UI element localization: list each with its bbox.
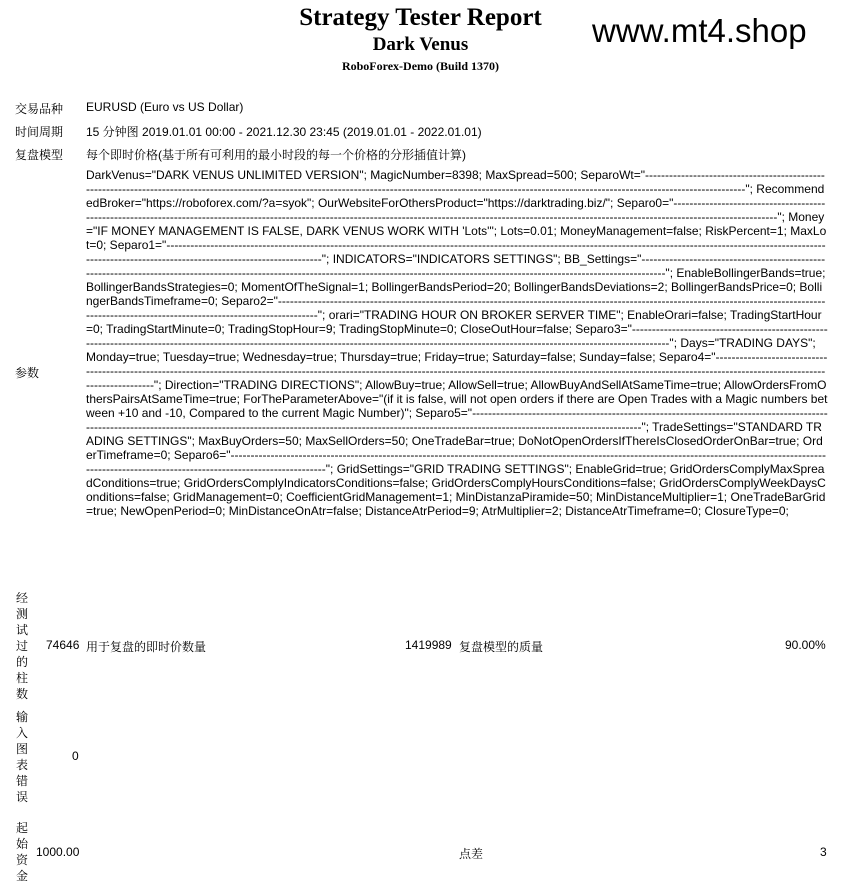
errors-label: 输入图表错误 [15, 710, 28, 804]
bars-label: 经测试过的柱数 [15, 591, 28, 701]
params-value: DarkVenus="DARK VENUS UNLIMITED VERSION"; MagicNumber=8398; MaxSpread=500; SeparoWt="------------------------------------------------------------------------------------------------------------------------------------------------------------------------------------------------------------------"; RecommendedBroker="https://roboforex.com/?a=syok"; OurWebsiteForOthersProduct="https://darktrading.biz/"; Separo0="-------------------------------------------------------------------------------------------------------------------------------------------------------------------------------------------------------------------"; Money="IF MONEY MANAGEMENT IS FALSE, DARK VENUS WORK WITH 'Lots'"; Lots=0.01; MoneyManagement=false; RiskPercent=1; MaxLot=0; Separo1="--------------------------------------------------------------------------------------------------------------------------------------------------------------------------------------------------------------------------------"; INDICATORS="INDICATORS SETTINGS"; BB_Settings="-----------------------------------------------------------------------------------------------------------------------------------------------------------------------------------------------"; EnableBollingerBands=true; BollingerBandsStrategies=0; MomentOfTheSignal=1; BollingerBandsPeriod=20; BollingerBandsDeviations=2; BollingerBandsPrice=0; BollingerBandsTimeframe=0; Separo2="---------------------------------------------------------------------------------------------------------------------------------------------------------------------------------------------------"; orari="TRADING HOUR ON BROKER SERVER TIME"; EnableOrari=false; TradingStartHour=0; TradingStartMinute=0; TradingStopHour=9; TradingStopMinute=0; CloseOutHour=false; Separo3="---------------------------------------------------------------------------------------------------------------------------------------------------------------------------------------------------"; Days="TRADING DAYS"; Monday=true; Tuesday=true; Wednesday=true; Thursday=true; Friday=true; Saturday=false; Sunday=false; Separo4="--------------------------------------------------------------------------------------------------------------------------------------------------------------------------------------------------------------------------------------"; Direction="TRADING DIRECTIONS"; AllowBuy=true; AllowSell=true; AllowBuyAndSellAtSameTime=true; AllowOrdersFromOthersPairsAtSameTime=true; ForTheParameterAbove="(if it is false, will not open orders if there are Open Trades with a Magic numbers between +10 and -10, Compared to the current Magic Number)"; Separo5="------------------------------------------------------------------------------------------------------------------------------------------------------------------------------------------------------------------------------------"; TradeSettings="STANDARD TRADING SETTINGS"; MaxBuyOrders=50; MaxSellOrders=50; OneTradeBar=true; DoNotOpenOrdersIfThereIsClosedOrderOnBar=true; OrderTimeframe=0; Separo6="-----------------------------------------------------------------------------------------------------------------------------------------------------------------------------------------------------------------"; GridSettings="GRID TRADING SETTINGS"; EnableGrid=true; GridOrdersComplyMaxSpreadConditions=true; GridOrdersComplyIndicatorsConditions=false; GridOrdersComplyHoursConditions=false; GridOrdersComplyWeekDaysConditions=false; GridManagement=0; CoefficientGridManagement=1; MinDistanzaPiramide=50; MinDistanceMultiplier=1; OneTradeBarGrid=true; NewOpenPeriod=0; MinDistanceOnAtr=false; DistanceAtrPeriod=9; AtrMultiplier=2; DistanceAtrTimeframe=0; ClosureType=0; [86, 168, 828, 518]
deposit-value: 1000.00 [36, 845, 80, 859]
model-label: 复盘模型 [15, 148, 64, 162]
quality-value: 90.00% [785, 638, 826, 652]
report-title: Strategy Tester Report [299, 4, 542, 31]
deposit-label: 起始资金 [15, 821, 28, 883]
watermark-logo: www.mt4.shop [592, 12, 807, 49]
quality-label: 复盘模型的质量 [459, 640, 544, 654]
ticks-value: 1419989 [405, 638, 452, 652]
server-build: RoboForex-Demo (Build 1370) [341, 59, 500, 73]
symbol-label: 交易品种 [15, 102, 64, 116]
model-value: 每个即时价格(基于所有可利用的最小时段的每一个价格的分形插值计算) [86, 148, 466, 162]
params-label: 参数 [15, 366, 40, 380]
period-value: 15 分钟图 2019.01.01 00:00 - 2021.12.30 23:45 (2019.01.01 - 2022.01.01) [86, 125, 482, 139]
report-header [0, 0, 841, 90]
expert-name: Dark Venus [372, 34, 469, 55]
spread-value: 3 [820, 845, 827, 859]
spread-label: 点差 [459, 847, 484, 861]
errors-value: 0 [72, 749, 79, 763]
period-label: 时间周期 [15, 125, 64, 139]
ticks-label: 用于复盘的即时价数量 [86, 640, 207, 654]
bars-value: 74646 [46, 638, 80, 652]
symbol-value: EURUSD (Euro vs US Dollar) [86, 100, 244, 114]
